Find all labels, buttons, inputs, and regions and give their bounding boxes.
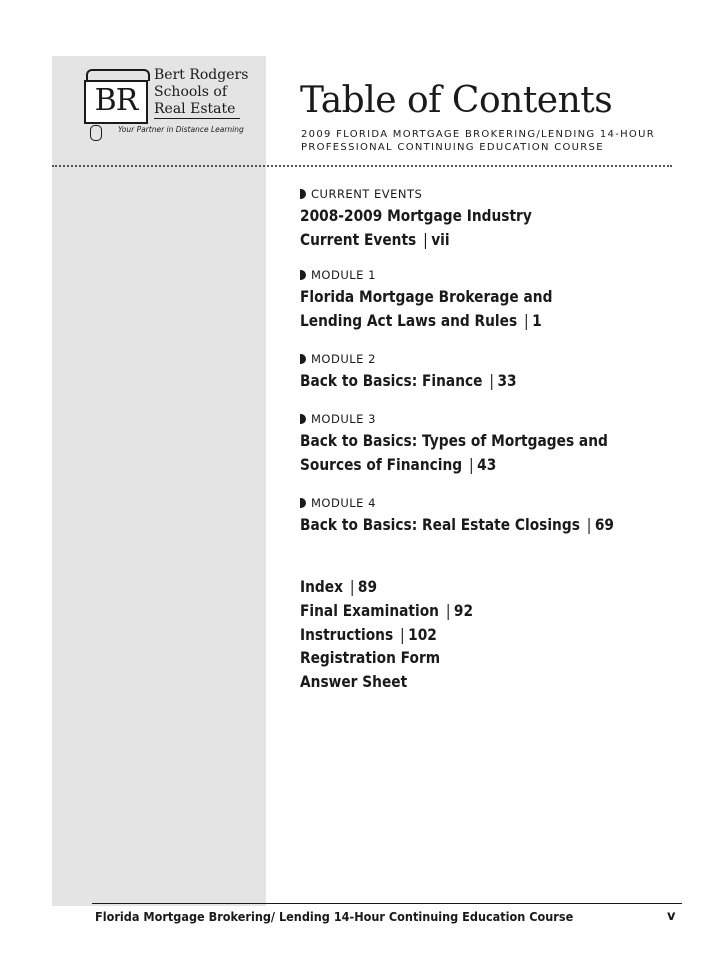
bullet-icon xyxy=(300,354,306,364)
mouse-icon xyxy=(90,125,102,141)
toc-page-number: 33 xyxy=(497,371,517,390)
toc-extra-answer-sheet[interactable]: Answer Sheet xyxy=(300,672,408,691)
toc-entry-current-events[interactable] xyxy=(300,187,570,252)
toc-page-number: 1 xyxy=(532,311,542,330)
toc-extra-index[interactable]: Index | 89 xyxy=(300,577,378,596)
toc-separator: | xyxy=(349,577,355,596)
toc-heading-line: Lending Act Laws and Rules | 1 xyxy=(300,311,542,330)
toc-entry-module-4[interactable] xyxy=(300,496,665,537)
toc-heading-line: Back to Basics: Real Estate Closings | 69 xyxy=(300,515,615,534)
toc-separator: | xyxy=(445,600,451,620)
toc-page-number: 43 xyxy=(477,455,497,474)
toc-heading-line: Sources of Financing | 43 xyxy=(300,455,497,474)
logo-name xyxy=(154,67,248,118)
toc-separator: | xyxy=(469,455,474,474)
toc-kicker: MODULE 2 xyxy=(300,352,552,366)
toc-extra-registration-form[interactable]: Registration Form xyxy=(300,648,441,668)
logo-line: Bert Rodgers xyxy=(154,67,249,83)
toc-separator: | xyxy=(400,624,405,644)
toc-entry-module-1[interactable] xyxy=(300,268,594,333)
subtitle-line: PROFESSIONAL CONTINUING EDUCATION COURSE xyxy=(301,142,604,153)
toc-heading xyxy=(300,285,552,333)
toc-heading xyxy=(300,369,517,393)
toc-page-number: vii xyxy=(431,230,450,249)
page-subtitle xyxy=(301,128,655,154)
sidebar-panel xyxy=(52,56,266,906)
toc-heading-line: Florida Mortgage Brokerage and xyxy=(300,287,553,306)
toc-entry-module-2[interactable] xyxy=(300,352,552,393)
toc-separator: | xyxy=(423,230,428,249)
logo-monogram: BR xyxy=(84,80,148,124)
toc-kicker: MODULE 1 xyxy=(300,268,594,282)
toc-kicker: CURRENT EVENTS xyxy=(300,187,570,201)
bullet-icon xyxy=(300,414,306,424)
toc-page-number: 89 xyxy=(357,577,378,596)
toc-heading-line: 2008-2009 Mortgage Industry xyxy=(300,206,532,225)
toc-heading xyxy=(300,513,614,537)
toc-heading-line: Current Events | vii xyxy=(300,230,450,249)
logo-tagline: Your Partner in Distance Learning xyxy=(118,125,244,134)
toc-separator: | xyxy=(586,515,592,534)
toc-kicker: MODULE 3 xyxy=(300,412,658,426)
logo-line: Real Estate xyxy=(154,101,236,117)
toc-kicker: MODULE 4 xyxy=(300,496,665,510)
toc-extra-final-examination[interactable]: Final Examination | 92 xyxy=(300,600,474,620)
toc-heading-line: Back to Basics: Finance | 33 xyxy=(300,371,517,390)
toc-heading-line: Back to Basics: Types of Mortgages and xyxy=(300,431,608,450)
subtitle-line: 2009 FLORIDA MORTGAGE BROKERING/LENDING 14-HOUR xyxy=(301,129,655,140)
toc-page-number: 92 xyxy=(453,600,474,620)
footer-divider xyxy=(92,903,682,904)
page-title: Table of Contents xyxy=(300,80,613,121)
bullet-icon xyxy=(300,189,306,199)
toc-back-matter xyxy=(300,575,501,694)
toc-page-number: 69 xyxy=(594,515,615,534)
logo-divider xyxy=(154,118,240,119)
page-number: v xyxy=(667,909,676,924)
toc-extra-instructions[interactable]: Instructions | 102 xyxy=(300,624,437,644)
bullet-icon xyxy=(300,498,306,508)
toc-entry-module-3[interactable] xyxy=(300,412,658,477)
bullet-icon xyxy=(300,270,306,280)
toc-heading xyxy=(300,204,532,252)
toc-page-number: 102 xyxy=(408,624,437,644)
footer-course-title: Florida Mortgage Brokering/ Lending 14-Hour Continuing Education Course xyxy=(95,910,574,924)
school-logo xyxy=(70,63,250,143)
dotted-divider xyxy=(52,165,672,167)
toc-heading xyxy=(300,429,608,477)
logo-line: Schools of xyxy=(154,84,228,100)
toc-separator: | xyxy=(524,311,529,330)
toc-separator: | xyxy=(489,371,495,390)
